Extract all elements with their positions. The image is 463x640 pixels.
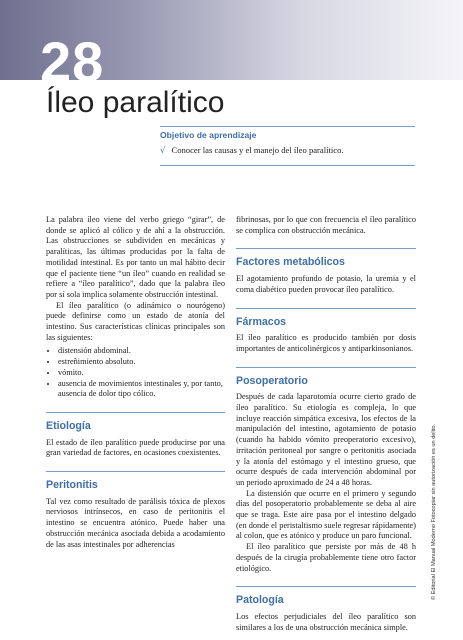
section-text: Tal vez como resultado de parálisis tóxica de plexos nerviosos intrínsecos, en caso de peritonitis el intestino se encuentra atónico. Puede haber una obstrucción mecánica asociada debida a acodamiento de las asas intestinales por adherencias <box>46 496 225 549</box>
chapter-title: Íleo paralítico <box>46 86 225 119</box>
section-rule <box>46 471 225 472</box>
section-title: Patología <box>236 594 284 607</box>
section-posoperatorio <box>236 367 416 575</box>
continuation-text: fibrinosas, por lo que con frecuencia el íleo paralítico se complica con obstrucción mecánica. <box>236 215 416 235</box>
section-title: Peritonitis <box>46 479 98 492</box>
section-title: Posoperatorio <box>236 374 308 387</box>
intro-paragraph-1: La palabra íleo viene del verbo griego “girar”, de donde se aplicó al cólico y de ahí a la obstrucción. Las obstrucciones se subdividen en mecánicas y paralíticas, las últimas producidas por la falta de motilidad intestinal. Es por tanto un mal hábito decir que el paciente tiene “un íleo” cuando en realidad se refiere a “íleo paralítico”, dado que la palabra íleo por sí sola implica solamente obstrucción intestinal. <box>46 215 225 299</box>
section-rule <box>236 367 416 368</box>
features-list <box>46 346 225 400</box>
copyright-note: © Editorial El Manual Moderno Fotocopiar sin autorización es un delito. <box>431 423 437 600</box>
section-text: El estado de íleo paralítico puede producirse por una gran variedad de factores, en ocasiones coexistentes. <box>46 437 225 458</box>
section-peritonitis <box>46 471 225 550</box>
objective-top-rule <box>160 126 415 127</box>
list-item: • estreñimiento absoluto. <box>58 357 225 368</box>
objective-item <box>160 145 344 156</box>
chapter-number: 28 <box>40 30 105 93</box>
section-title: Factores metabólicos <box>236 256 345 269</box>
section-text: Después de cada laparotomía ocurre cierto grado de íleo paralítico. Su etiología es compleja, lo que incluye reacción simpática excesiva, los efectos de la manipulación del intestino, agotamiento de potasio (cuando ha habido vómito preoperatorio excesivo), irritación peritoneal por sangre o peritonitis asociada y la atonía del estómago y el intestino grueso, que ocurre después de cada intervención abdominal por un periodo aproximado de 24 a 48 horas. <box>236 392 416 487</box>
section-factores-metabolicos <box>236 248 416 295</box>
section-patologia <box>236 586 416 633</box>
section-rule <box>236 248 416 249</box>
objective-bottom-rule <box>160 165 415 166</box>
section-text: El agotamiento profundo de potasio, la uremia y el coma diabético pueden provocar íleo paralítico. <box>236 274 416 294</box>
list-item: • distensión abdominal. <box>58 346 225 357</box>
right-column <box>236 215 416 633</box>
list-item: • ausencia de movimientos intestinales y, por tanto, ausencia de dolor tipo cólico. <box>58 379 225 400</box>
intro-paragraph-2: El íleo paralítico (o adinámico o nourógeno) puede definirse como un estado de atonía del intestino. Sus características clínicas principales son las siguientes: <box>46 300 225 342</box>
list-item: • vómito. <box>58 368 225 379</box>
section-rule <box>46 412 225 413</box>
section-text: Los efectos perjudiciales del íleo paralítico son similares a los de una obstrucción mecánica simple. <box>236 611 416 632</box>
section-text: El íleo paralítico es producido también por dosis importantes de anticolinérgicos y antiparkinsonianos. <box>236 333 416 353</box>
section-text: El íleo paralítico que persiste por más de 48 h después de la cirugía probablemente tiene otro factor etiológico. <box>236 542 416 573</box>
objective-heading: Objetivo de aprendizaje <box>160 130 257 140</box>
section-farmacos <box>236 308 416 355</box>
section-etiologia <box>46 412 225 459</box>
section-title: Fármacos <box>236 315 287 328</box>
objective-text: Conocer las causas y el manejo del íleo paralítico. <box>171 145 344 155</box>
check-icon: √ <box>160 146 166 156</box>
section-text: La distensión que ocurre en el primero y segundo días del posoperatorio probablemente se deba al aire que se traga. Este aire pasa por el intestino delgado (en donde el peristaltismo suele regresar rápidamente) al colon, que es atónico y produce un paro funcional. <box>236 488 416 541</box>
left-column <box>46 215 225 550</box>
section-title: Etiología <box>46 419 91 432</box>
section-rule <box>236 308 416 309</box>
section-rule <box>236 586 416 587</box>
